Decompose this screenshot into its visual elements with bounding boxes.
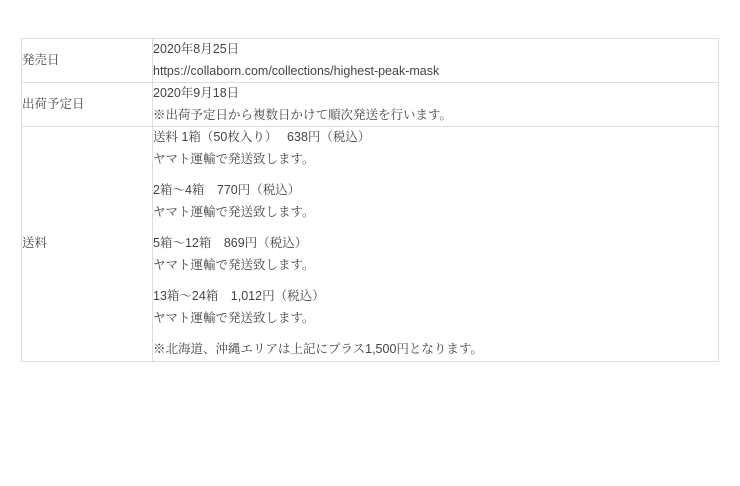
- text-line: 2箱〜4箱 770円（税込）: [153, 183, 301, 197]
- text-line: [153, 329, 718, 339]
- text-line: 送料 1箱（50枚入り） 638円（税込）: [153, 130, 371, 144]
- text-line: 5箱〜12箱 869円（税込）: [153, 236, 308, 250]
- row-value-shipping-fee: [153, 127, 719, 362]
- text-line: ヤマト運輸で発送致します。: [153, 151, 315, 166]
- row-value-shipping-date: [153, 83, 719, 127]
- text-line: ヤマト運輸で発送致します。: [153, 310, 315, 325]
- row-label-shipping-date: 出荷予定日: [22, 83, 153, 127]
- table-row: [22, 127, 719, 362]
- row-label-release-date: 発売日: [22, 39, 153, 83]
- table-row: [22, 83, 719, 127]
- row-label-shipping-fee: 送料: [22, 127, 153, 362]
- text-line: ※北海道、沖縄エリアは上記にプラス1,500円となります。: [153, 342, 483, 356]
- text-line: ヤマト運輸で発送致します。: [153, 257, 315, 272]
- table-row: [22, 39, 719, 83]
- row-value-release-date: [153, 39, 719, 83]
- text-line: ※出荷予定日から複数日かけて順次発送を行います。: [153, 107, 453, 122]
- product-url: https://collaborn.com/collections/highest-peak-mask: [153, 63, 440, 78]
- text-line: 2020年8月25日: [153, 42, 240, 56]
- text-line: 13箱〜24箱 1,012円（税込）: [153, 289, 325, 303]
- text-line: ヤマト運輸で発送致します。: [153, 204, 315, 219]
- text-line: [153, 223, 718, 233]
- text-line: 2020年9月18日: [153, 86, 240, 100]
- text-line: [153, 170, 718, 180]
- product-info-table: [21, 38, 719, 362]
- text-line: [153, 276, 718, 286]
